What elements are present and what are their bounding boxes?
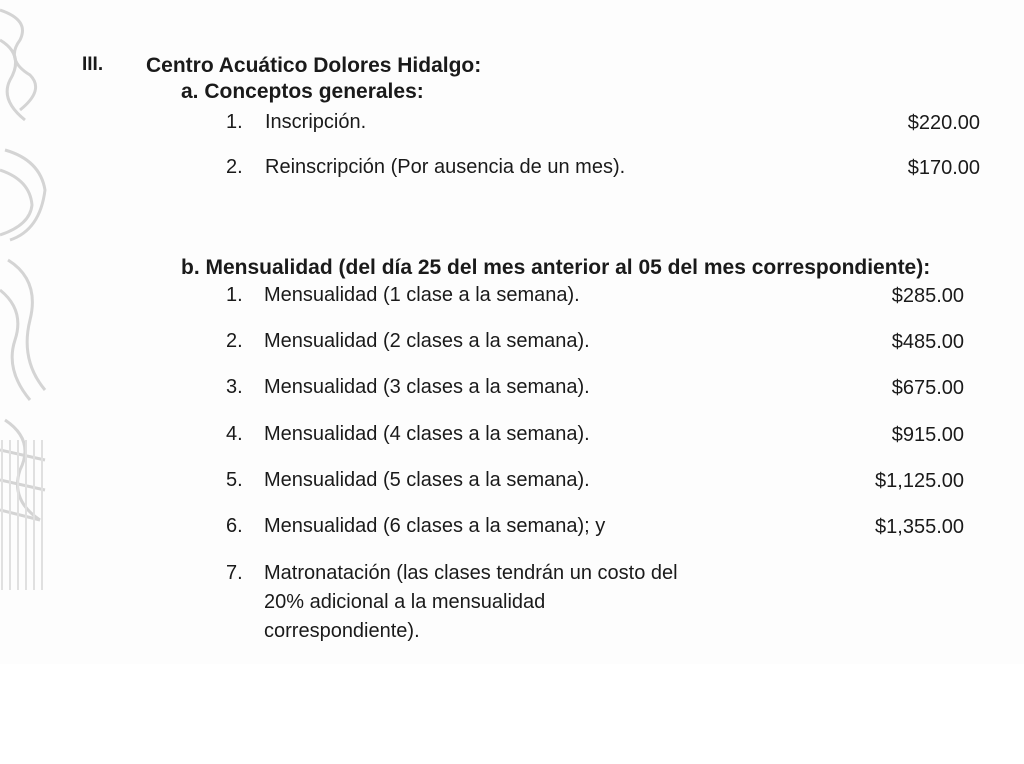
item-text-line: 20% adicional a la mensualidad — [264, 591, 546, 613]
section-numeral: III. — [82, 54, 104, 75]
item-text: Mensualidad (4 clases a la semana). — [264, 423, 590, 445]
item-price: $220.00 — [907, 112, 980, 134]
item-number: 5. — [226, 469, 243, 491]
item-price: $485.00 — [891, 331, 964, 353]
item-number: 7. — [226, 562, 243, 584]
item-text-line: correspondiente). — [264, 620, 420, 642]
item-text: Reinscripción (Por ausencia de un mes). — [265, 156, 626, 178]
item-price: $675.00 — [891, 377, 964, 399]
seal-watermark-icon — [0, 0, 48, 600]
item-number: 2. — [226, 330, 243, 352]
item-number: 1. — [226, 111, 243, 133]
item-text: Mensualidad (5 clases a la semana). — [264, 469, 590, 491]
section-title: Centro Acuático Dolores Hidalgo: — [146, 54, 482, 77]
item-number: 2. — [226, 156, 243, 178]
item-number: 4. — [226, 423, 243, 445]
item-text: Inscripción. — [265, 111, 367, 133]
item-number: 3. — [226, 376, 243, 398]
item-price: $1,355.00 — [875, 516, 964, 538]
item-text: Mensualidad (3 clases a la semana). — [264, 376, 590, 398]
item-price: $285.00 — [891, 285, 964, 307]
item-number: 1. — [226, 284, 243, 306]
item-price: $170.00 — [907, 157, 980, 179]
monthly-heading: b. Mensualidad (del día 25 del mes anterior al 05 del mes correspondiente): — [181, 256, 931, 279]
general-heading: a. Conceptos generales: — [181, 80, 424, 103]
item-number: 6. — [226, 515, 243, 537]
item-text: Mensualidad (2 clases a la semana). — [264, 330, 590, 352]
item-text-line: Matronatación (las clases tendrán un costo del — [264, 562, 678, 584]
item-text: Mensualidad (6 clases a la semana); y — [264, 515, 606, 537]
item-price: $1,125.00 — [875, 470, 964, 492]
item-price: $915.00 — [891, 424, 964, 446]
item-text: Mensualidad (1 clase a la semana). — [264, 284, 580, 306]
